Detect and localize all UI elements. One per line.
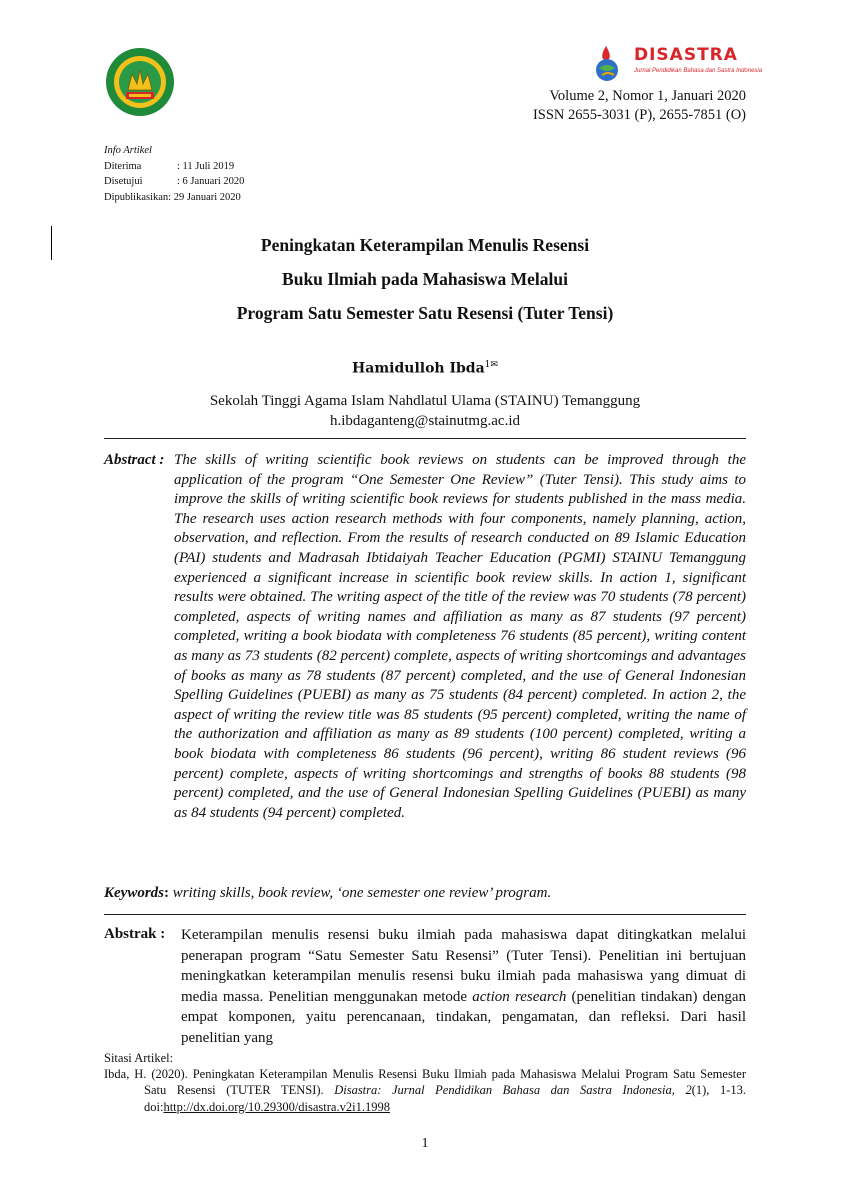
- info-label: Diterima: [104, 160, 142, 172]
- institution-logo: [104, 46, 176, 118]
- citation-journal: Disastra: Jurnal Pendidikan Bahasa dan Sastra Indonesia, 2: [334, 1083, 692, 1098]
- citation-heading: Sitasi Artikel:: [104, 1051, 174, 1065]
- keywords-text: writing skills, book review, ‘one semester one review’ program.: [169, 885, 552, 901]
- info-value: : 29 Januari 2020: [168, 191, 241, 203]
- abstract-english: [104, 451, 746, 823]
- author: [104, 360, 746, 377]
- article-info: [104, 143, 244, 205]
- citation: [104, 1050, 746, 1115]
- abstract-text: The skills of writing scientific book reviews on students can be improved through the application of the program “One Semester One Review” (Tuter Tensi). This study aims to improve the skills of writing scientific book reviews for students published in the mass media. The research uses action research methods with four components, namely planning, action, observation, and reflection. From the results of research conducted on 89 Islamic Education (PAI) students and Madrasah Ibtidaiyah Teacher Education (PGMI) STAINU Temanggung experienced a significant increase in scientific book review skills. In action 1, significant results were obtained. The writing aspect of the title of the review was 70 students (78 percent) completed, aspects of writing names and affiliation as many as 87 students (97 percent) completed, writing a book biodata with completeness 76 students (85 percent), writing content as many as 73 students (82 percent) complete, aspects of writing shortcomings and advantages of books as many as 78 students (87 percent) completed, and the use of General Indonesian Spelling Guidelines (PUEBI) as many as 75 students (84 percent) completed. In action 2, the aspect of writing the review title was 85 students (95 percent) completed, writing the name of the authorization and affiliation as many as 89 students (100 percent) completed, writing a book biodata with completeness 86 students (96 percent), writing 86 student reviews (96 percent) complete, aspects of writing shortcomings and strengths of books 88 students (98 percent) completed, and the use of General Indonesian Spelling Guidelines (PUEBI) as many as 84 students (94 percent) completed.: [174, 452, 746, 821]
- margin-mark: [51, 226, 52, 260]
- brand-subtitle: Jurnal Pendidikan Bahasa dan Sastra Indonesia: [634, 68, 763, 74]
- keywords-label: Keywords: [104, 885, 164, 901]
- info-value: : 6 Januari 2020: [177, 176, 245, 187]
- affiliation-name: Sekolah Tinggi Agama Islam Nahdlatul Ulama (STAINU) Temanggung: [209, 393, 641, 409]
- author-email[interactable]: h.ibdaganteng@stainutmg.ac.id: [329, 413, 521, 429]
- info-row-received: [104, 159, 244, 175]
- keywords-colon: :: [164, 885, 169, 901]
- title-line: Buku Ilmiah pada Mahasiswa Melalui: [282, 269, 568, 289]
- paper-title: [104, 228, 746, 330]
- abstrak-italic-term: action research: [472, 988, 567, 1005]
- info-label: Dipublikasikan: [104, 191, 169, 203]
- abstrak-text-part: Keterampilan menulis resensi buku ilmiah pada mahasiswa dapat ditingkatkan melalui penerapan program “Satu Semester Satu Resensi” (Tuter Tensi). Penelitian ini bertujuan meningkatkan keterampilan menulis resensi buku ilmiah pada mahasiswa yang dimuat di media massa. Penelitian menggunakan metode: [181, 927, 746, 1005]
- title-line: Program Satu Semester Satu Resensi (Tuter Tensi): [236, 303, 614, 323]
- issn-line: ISSN 2655-3031 (P), 2655-7851 (O): [532, 107, 746, 123]
- abstrak-text-part: (penelitian tindakan) dengan empat komponen, yaitu perencanaan, tindakan, pengamatan, dan refleksi. Dari hasil penelitian yang: [181, 988, 746, 1046]
- affiliation: [104, 391, 746, 431]
- title-line: Peningkatan Keterampilan Menulis Resensi: [260, 235, 590, 255]
- info-row-accepted: [104, 174, 244, 190]
- disastra-logo: [594, 44, 763, 84]
- divider: [104, 914, 746, 915]
- article-info-heading: Info Artikel: [104, 145, 152, 156]
- journal-info: [533, 87, 746, 125]
- doi-link[interactable]: http://dx.doi.org/10.29300/disastra.v2i1.1998: [163, 1099, 390, 1114]
- divider: [104, 438, 746, 439]
- abstrak-label: Abstrak :: [104, 926, 166, 942]
- abstract-indonesian: [104, 925, 746, 1048]
- page-number: 1: [421, 1136, 429, 1151]
- info-label: Disetujui: [104, 176, 143, 187]
- info-value: : 11 Juli 2019: [177, 160, 235, 172]
- citation-part: (1), 1-13. doi:: [144, 1083, 746, 1114]
- volume-line: Volume 2, Nomor 1, Januari 2020: [549, 88, 746, 104]
- info-row-published: [104, 190, 244, 206]
- keywords: [104, 885, 551, 902]
- author-name: Hamidulloh Ibda: [352, 360, 485, 377]
- abstract-label: Abstract :: [104, 452, 165, 468]
- brand-name: DISASTRA: [634, 45, 738, 65]
- citation-text: [104, 1066, 746, 1115]
- abstrak-text: [181, 925, 746, 1048]
- author-mark: 1✉: [484, 360, 498, 370]
- citation-part: Ibda, H. (2020). Peningkatan Keterampilan Menulis Resensi Buku Ilmiah pada Mahasiswa Melalui Program Satu Semester Satu Resensi (TUTER TENSI).: [104, 1067, 746, 1098]
